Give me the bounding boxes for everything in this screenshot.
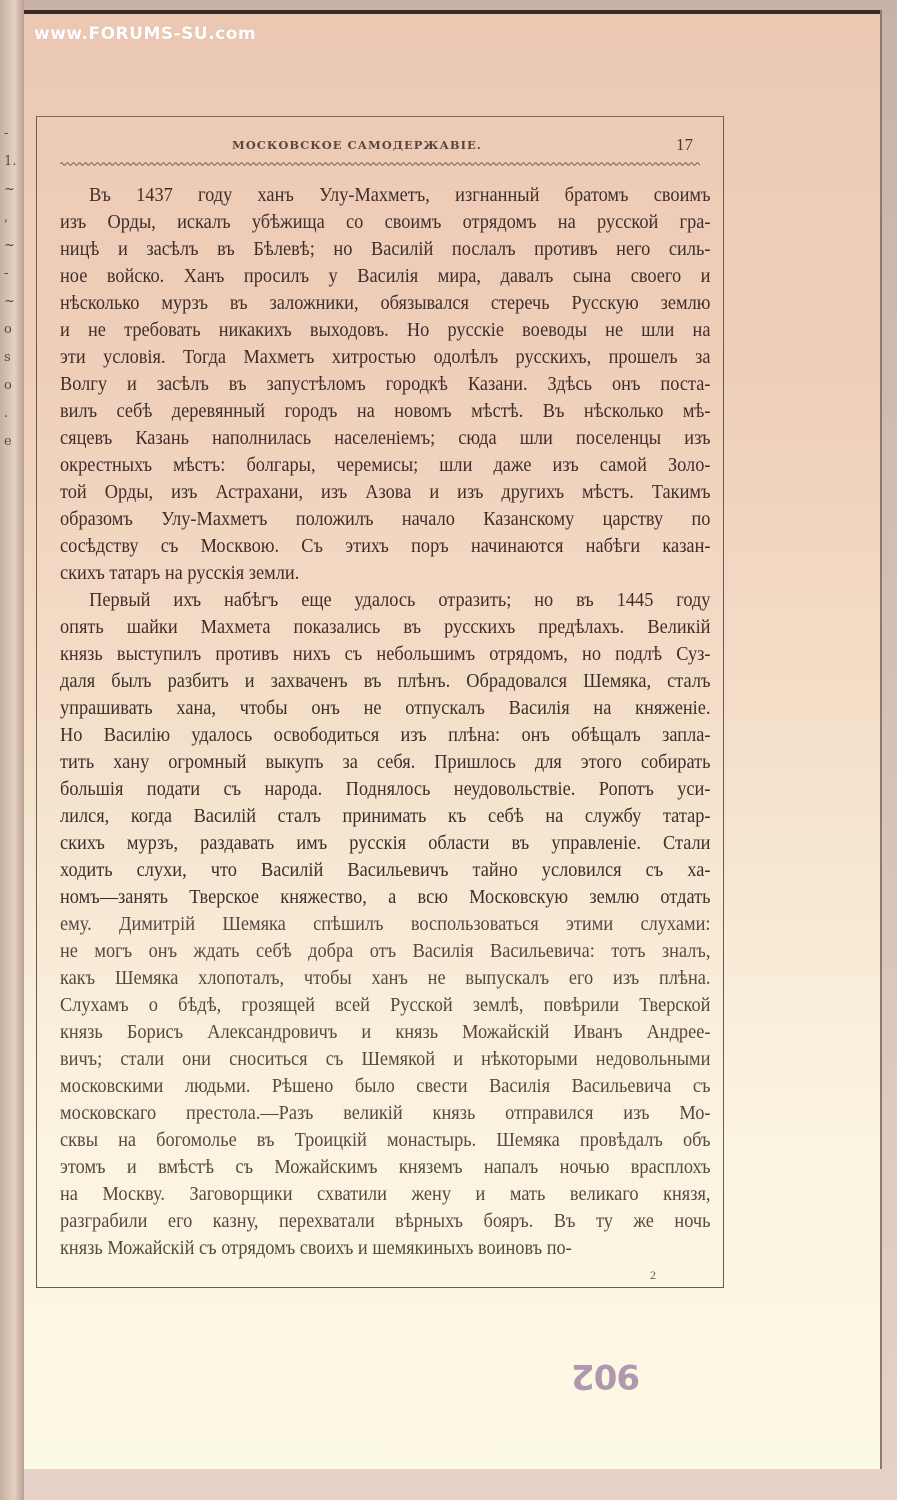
text-line: изъ Орды, искалъ убѣжища со своимъ отрядомъ на русской гра- bbox=[60, 212, 711, 233]
text-line: Волгу и засѣлъ въ запустѣломъ городкѣ Казани. Здѣсь онъ поста- bbox=[60, 374, 711, 395]
text-line: князь Можайскій съ отрядомъ своихъ и шемякиныхъ воиновъ по- bbox=[60, 1238, 572, 1259]
text-line: московскаго престола.—Разъ великій князь отправился изъ Мо- bbox=[60, 1103, 711, 1124]
text-line: скихъ татаръ на русскія земли. bbox=[60, 563, 300, 584]
text-line: московскими людьми. Рѣшено было свести Василія Васильевича съ bbox=[60, 1076, 711, 1097]
text-line: вичъ; стали они сноситься съ Шемякой и нѣкоторыми недовольными bbox=[60, 1049, 711, 1070]
text-line: ему. Димитрій Шемяка спѣшилъ воспользоваться этими слухами: bbox=[60, 914, 711, 935]
text-line: образомъ Улу-Махметъ положилъ начало Казанскому царству по bbox=[60, 509, 711, 530]
text-line: даля былъ разбитъ и захваченъ въ плѣнъ. Обрадовался Шемяка, сталъ bbox=[60, 671, 711, 692]
text-line: скихъ мурзъ, раздавать имъ русскія области въ управленіе. Стали bbox=[60, 833, 711, 854]
text-line: опять шайки Махмета показались въ русскихъ предѣлахъ. Великій bbox=[60, 617, 711, 638]
text-line: лился, когда Василій сталъ принимать къ себѣ на службу татар- bbox=[60, 806, 711, 827]
text-line: Въ 1437 году ханъ Улу-Махметъ, изгнанный братомъ своимъ bbox=[89, 185, 711, 206]
text-line: какъ Шемяка хлопоталъ, чтобы ханъ не выпускалъ его изъ плѣна. bbox=[60, 968, 711, 989]
text-line: этомъ и вмѣстѣ съ Можайскимъ княземъ напалъ ночью врасплохъ bbox=[60, 1157, 711, 1178]
adjacent-page-glyph: s bbox=[4, 350, 11, 365]
text-line: ницѣ и засѣлъ въ Бѣлевѣ; но Василій послалъ противъ него силь- bbox=[60, 239, 711, 260]
text-line: той Орды, изъ Астрахани, изъ Азова и изъ другихъ мѣстъ. Такимъ bbox=[60, 482, 711, 503]
adjacent-page-glyph: ~ bbox=[4, 238, 15, 253]
text-line: Слухамъ о бѣдѣ, грозящей всей Русской землѣ, повѣрили Тверской bbox=[60, 995, 711, 1016]
adjacent-page-glyph: ~ bbox=[4, 294, 15, 309]
text-line: Но Василію удалось освободиться изъ плѣна: онъ обѣщалъ запла- bbox=[60, 725, 711, 746]
adjacent-page-glyph: , bbox=[4, 210, 9, 225]
adjacent-page-glyph: . bbox=[4, 406, 9, 421]
library-stamp: 902 bbox=[572, 1356, 640, 1396]
adjacent-page-edge bbox=[0, 0, 24, 1500]
text-line: разграбили его казну, перехватали вѣрныхъ бояръ. Въ ту же ночь bbox=[60, 1211, 711, 1232]
text-line: вилъ себѣ деревянный городъ на новомъ мѣстѣ. Въ нѣсколько мѣ- bbox=[60, 401, 711, 422]
text-line: окрестныхъ мѣстъ: болгары, черемисы; шли даже изъ самой Золо- bbox=[60, 455, 711, 476]
text-line: эти условія. Тогда Махметъ хитростью одолѣлъ русскихъ, прошелъ за bbox=[60, 347, 711, 368]
text-line: сосѣдству съ Москвою. Съ этихъ поръ начинаются набѣги казан- bbox=[60, 536, 711, 557]
signature-mark: 2 bbox=[650, 1268, 656, 1282]
adjacent-page-glyph: o bbox=[4, 378, 12, 393]
page-number: 17 bbox=[676, 135, 693, 154]
adjacent-page-glyph: o bbox=[4, 322, 12, 337]
adjacent-page-text bbox=[4, 120, 18, 456]
text-line: сквы на богомолье въ Троицкій монастырь. Шемяка провѣдалъ объ bbox=[60, 1130, 711, 1151]
text-line: упрашивать хана, чтобы онъ не отпускалъ Василія на княженіе. bbox=[60, 698, 711, 719]
text-line: сяцевъ Казань наполнилась населеніемъ; сюда шли поселенцы изъ bbox=[60, 428, 711, 449]
text-line: не могъ онъ ждать себѣ добра отъ Василія Васильевича: тотъ зналъ, bbox=[60, 941, 711, 962]
text-line: большія подати съ народа. Поднялось неудовольствіе. Ропотъ уси- bbox=[60, 779, 711, 800]
site-watermark: www.FORUMS-SU.com bbox=[34, 24, 257, 44]
text-line: Первый ихъ набѣгъ еще удалось отразить; но въ 1445 году bbox=[89, 590, 711, 611]
adjacent-page-glyph: - bbox=[4, 266, 9, 281]
running-title: МОСКОВСКОЕ САМОДЕРЖАВІЕ. bbox=[232, 138, 482, 152]
body-text bbox=[60, 182, 711, 1262]
text-line: и не требовать никакихъ выходовъ. Но русскіе воеводы не шли на bbox=[60, 320, 711, 341]
adjacent-page-glyph: ~ bbox=[4, 182, 15, 197]
text-line: тить хану огромный выкупъ за себя. Пришлось для этого собирать bbox=[60, 752, 711, 773]
text-line: номъ—занять Тверское княжество, а всю Московскую землю отдать bbox=[60, 887, 711, 908]
text-line: ходить слухи, что Василій Васильевичъ тайно условился съ ха- bbox=[60, 860, 711, 881]
text-line: князь Борисъ Александровичъ и князь Можайскій Иванъ Андрее- bbox=[60, 1022, 711, 1043]
text-line: князь выступилъ противъ нихъ съ небольшимъ отрядомъ, но подлѣ Суз- bbox=[60, 644, 711, 665]
text-line: ное войско. Ханъ просилъ у Василія мира, давалъ сына своего и bbox=[60, 266, 711, 287]
ornamental-wavy-rule bbox=[60, 160, 700, 168]
adjacent-page-glyph: 1. bbox=[4, 154, 17, 169]
text-line: нѣсколько мурзъ въ заложники, обязывался стеречь Русскую землю bbox=[60, 293, 711, 314]
adjacent-page-glyph: e bbox=[4, 434, 12, 449]
adjacent-page-glyph: - bbox=[4, 126, 9, 141]
text-line: на Москву. Заговорщики схватили жену и мать великаго князя, bbox=[60, 1184, 711, 1205]
